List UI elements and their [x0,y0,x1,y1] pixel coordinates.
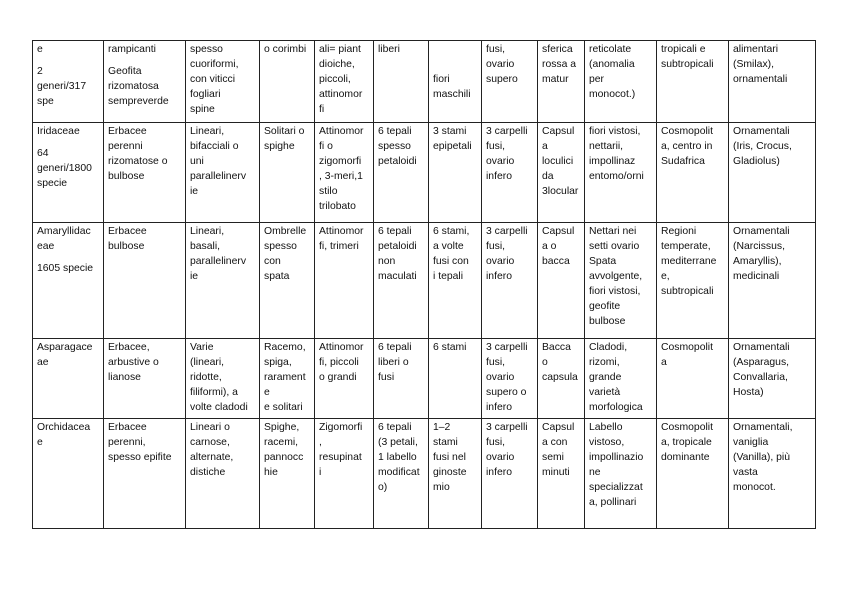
table-cell [729,419,816,529]
cell-text: 6 tepali spesso petaloidi [378,126,417,167]
table-row [33,339,816,419]
table-cell [657,339,729,419]
table-cell [429,339,482,419]
table-cell [657,419,729,529]
cell-text: Erbacee perenni, spesso epifite [108,422,172,463]
cell-text: 3 carpelli fusi, ovario infero [486,126,528,182]
table-row [33,123,816,223]
table-cell [260,223,315,339]
table-cell [374,41,429,123]
cell-text: o corimbi [264,44,307,55]
table-cell [482,419,538,529]
table-cell [104,123,186,223]
cell-text: Racemo, spiga, raramente e solitari [264,342,306,413]
table-cell [429,223,482,339]
cell-text: reticolate (anomalia per monocot.) [589,44,636,100]
cell-text: Capsul a loculici da 3locular [542,126,579,197]
cell-text: 2 generi/317 spe [37,66,87,107]
table-row [33,419,816,529]
cell-text: Attinomor fi o zigomorfi , 3-meri,1 stilo trilobato [319,126,364,212]
cell-text: Erbacee perenni rizomatose o bulbose [108,126,168,182]
table-cell [315,123,374,223]
cell-text: fiori maschili [433,74,471,100]
cell-text: Labello vistoso, impollinazio ne specializzat a, pollinari [589,422,644,508]
table-cell [104,419,186,529]
cell-text: Ornamentali (Iris, Crocus, Gladiolus) [733,126,792,167]
table-row [33,41,816,123]
table-cell [104,339,186,419]
table-cell [538,419,585,529]
table-cell [104,223,186,339]
cell-text: Cosmopolit a, centro in Sudafrica [661,126,713,167]
cell-text: 6 stami, a volte fusi con i tepali [433,226,470,282]
table-cell [585,419,657,529]
table-cell [315,41,374,123]
table-cell [429,41,482,123]
cell-text: e [37,44,43,55]
cell-text: Cladodi, rizomi, grande varietà morfologica [589,342,643,413]
cell-text: 1–2 stami fusi nel ginoste mio [433,422,467,493]
cell-text: Erbacee, arbustive o lianose [108,342,159,383]
table-cell [657,41,729,123]
table-cell [538,339,585,419]
table-cell [585,223,657,339]
cell-text: 3 stami epipetali [433,126,472,152]
cell-text: Lineari o carnose, alternate, distiche [190,422,234,478]
cell-text: Solitari o spighe [264,126,305,152]
table-cell [33,123,104,223]
cell-text: 3 carpelli fusi, ovario infero [486,422,528,478]
table-cell [315,223,374,339]
table-cell [315,419,374,529]
table-cell [482,223,538,339]
table-cell [585,123,657,223]
table-cell [33,339,104,419]
cell-text: Capsul a o bacca [542,226,575,267]
table-cell [482,41,538,123]
cell-text: Capsul a con semi minuti [542,422,575,478]
cell-text: Regioni temperate, mediterrane e, subtropicali [661,226,717,297]
table-cell [429,419,482,529]
table-cell [33,419,104,529]
cell-text: 6 tepali (3 petali, 1 labello modificat o) [378,422,420,493]
cell-text: Attinomor fi, piccoli o grandi [319,342,364,383]
cell-text: Lineari, bifacciali o uni parallelinerv ie [190,126,247,197]
cell-text: 3 carpelli fusi, ovario supero o infero [486,342,528,413]
table-cell [260,41,315,123]
cell-text: Amaryllidac eae [37,226,91,252]
table-cell [538,223,585,339]
cell-text: Attinomor fi, trimeri [319,226,364,252]
cell-text: spesso cuoriformi, con viticci fogliari spine [190,44,239,115]
table-cell [482,339,538,419]
table-cell [33,223,104,339]
table-cell [585,41,657,123]
cell-text: fiori vistosi, nettarii, impollinaz entomo/orni [589,126,644,182]
table-cell [729,339,816,419]
table-cell [374,223,429,339]
table-cell [260,339,315,419]
table-cell [538,123,585,223]
table-cell [482,123,538,223]
cell-text: 64 generi/1800 specie [37,148,92,189]
cell-text: Lineari, basali, parallelinerv ie [190,226,247,282]
table-cell [429,123,482,223]
cell-text: Orchidacea e [37,422,91,448]
table-cell [538,41,585,123]
table-cell [374,123,429,223]
table-cell [260,123,315,223]
cell-text: Cosmopolit a [661,342,713,368]
table-cell [186,41,260,123]
cell-text: ali= piant dioiche, piccoli, attinomor fi [319,44,363,115]
table-cell [374,339,429,419]
table-cell [186,419,260,529]
table-cell [186,339,260,419]
cell-text: sferica rossa a matur [542,44,577,85]
table-row [33,223,816,339]
cell-text: Ombrelle spesso con spata [264,226,307,282]
table-cell [315,339,374,419]
cell-text: Zigomorfi , resupinat i [319,422,363,478]
cell-text: tropicali e subtropicali [661,44,714,70]
table-cell [585,339,657,419]
cell-text: 1605 specie [37,263,94,274]
cell-text: 6 tepali liberi o fusi [378,342,412,383]
cell-text: 3 carpelli fusi, ovario infero [486,226,528,282]
table-cell [33,41,104,123]
cell-text: 6 tepali petaloidi non maculati [378,226,417,282]
cell-text: Erbacee bulbose [108,226,147,252]
cell-text: Iridaceae [37,126,80,137]
table-cell [186,123,260,223]
table-cell [657,223,729,339]
table-cell [729,123,816,223]
table-cell [104,41,186,123]
cell-text: Spighe, racemi, pannocc hie [264,422,304,478]
table-cell [729,223,816,339]
table-cell [729,41,816,123]
cell-text: Ornamentali (Asparagus, Convallaria, Hosta) [733,342,790,398]
table-body [33,41,816,529]
cell-text: alimentari (Smilax), ornamentali [733,44,788,85]
cell-text: Cosmopolit a, tropicale dominante [661,422,713,463]
table-cell [186,223,260,339]
cell-text: Asparagace ae [37,342,93,368]
plant-families-table [32,40,816,529]
table-cell [657,123,729,223]
cell-text: fusi, ovario supero [486,44,518,85]
cell-text: Ornamentali, vaniglia (Vanilla), più vasta monocot. [733,422,793,493]
cell-text: Ornamentali (Narcissus, Amaryllis), medicinali [733,226,790,282]
cell-text: 6 stami [433,342,467,353]
cell-text: Nettari nei setti ovario Spata avvolgente, fiori vistosi, geofite bulbose [589,226,643,327]
cell-text: Bacca o capsula [542,342,578,383]
cell-text: rampicanti [108,44,156,55]
table-cell [374,419,429,529]
table-cell [260,419,315,529]
cell-text: liberi [378,44,400,55]
cell-text: Varie (lineari, ridotte, filiformi), a volte cladodi [190,342,248,413]
cell-text: Geofita rizomatosa sempreverde [108,66,169,107]
